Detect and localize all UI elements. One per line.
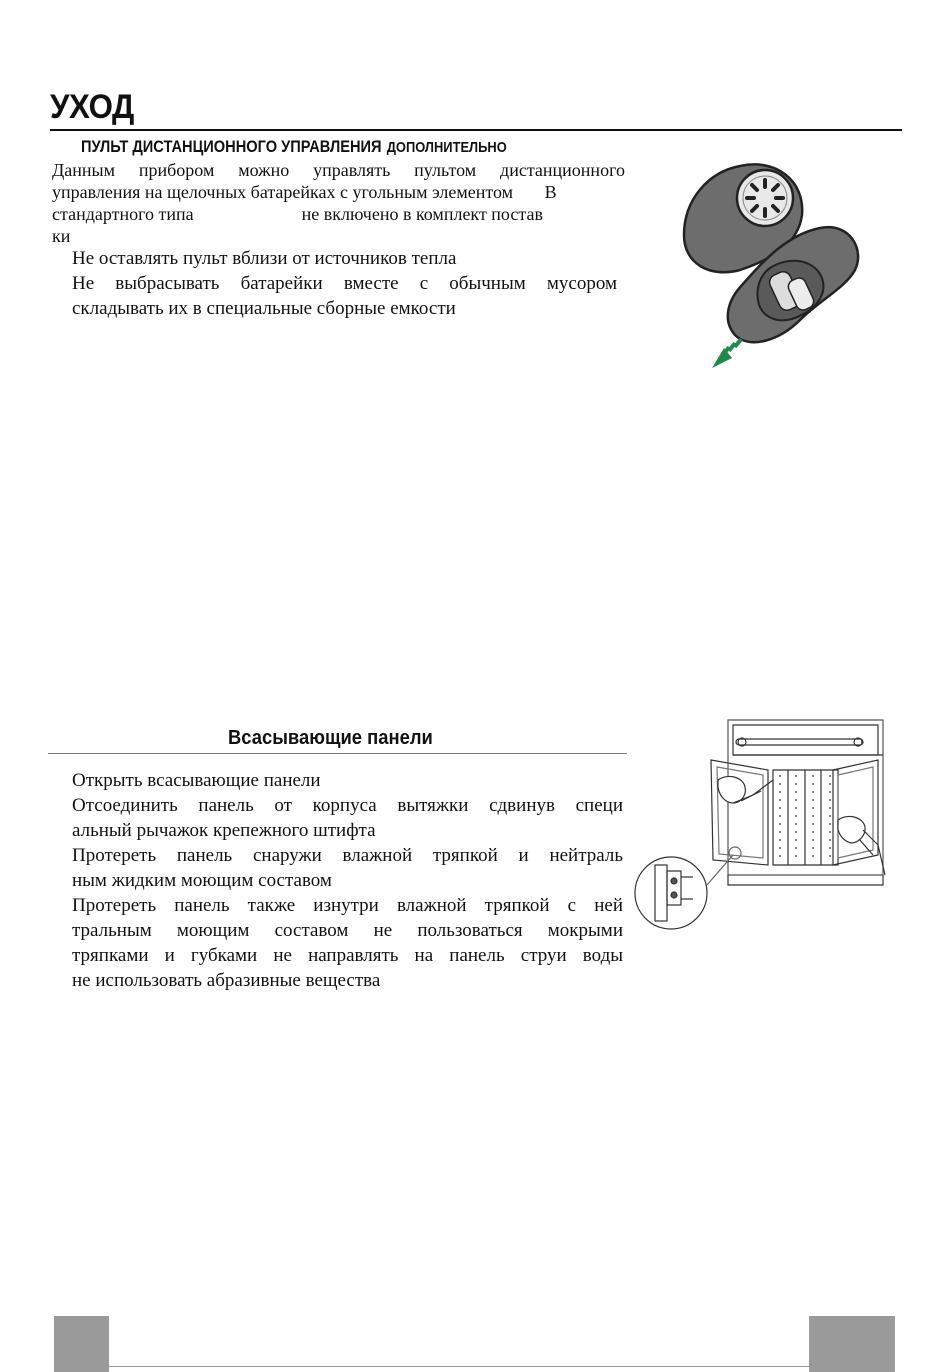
remote-control-heading (81, 137, 507, 157)
list-item: Протереть панель также изнутри влажной тряпкой с ней (72, 895, 623, 916)
list-item: Отсоединить панель от корпуса вытяжки сдвинув специ (72, 795, 623, 816)
list-item: Протереть панель снаружи влажной тряпкой и нейтраль (72, 845, 623, 866)
section-heading-suction-panels: Всасывающие панели (228, 727, 433, 749)
list-item-continuation: складывать их в специальные сборные емкости (72, 298, 456, 319)
list-item: Не выбрасывать батарейки вместе с обычным мусором (72, 273, 617, 294)
list-item: Открыть всасывающие панели (72, 770, 321, 791)
list-item-continuation: не использовать абразивные вещества (72, 970, 381, 991)
page-title: УХОД (50, 88, 134, 126)
list-item-continuation: тряпками и губками не направлять на панель струи воды (72, 945, 623, 966)
intro-line: Данным прибором можно управлять пультом дистанционного (52, 160, 625, 180)
remote-control-battery-illustration (680, 160, 865, 372)
remote-heading-text: ПУЛЬТ ДИСТАНЦИОННОГО УПРАВЛЕНИЯ (81, 137, 382, 156)
footer-right-block (809, 1316, 895, 1372)
section-divider (48, 753, 627, 754)
footer-left-block (54, 1316, 109, 1372)
list-item-continuation: ным жидким моющим составом (72, 870, 332, 891)
remote-bullet-list (72, 246, 617, 321)
title-divider (50, 129, 902, 131)
intro-line: ки (52, 226, 71, 246)
list-item-continuation: тральным моющим составом не пользоваться мокрыми (72, 920, 623, 941)
list-item: Не оставлять пульт вблизи от источников тепла (72, 248, 457, 269)
footer-line (109, 1366, 809, 1367)
panels-bullet-list (72, 768, 623, 993)
intro-line: стандартного типа не включено в комплект постав (52, 204, 543, 224)
list-item-continuation: альный рычажок крепежного штифта (72, 820, 376, 841)
remote-intro-paragraph (52, 159, 625, 247)
intro-line: управления на щелочных батарейках с угольным элементом В (52, 182, 557, 202)
suction-panel-cleaning-illustration (633, 715, 888, 930)
remote-heading-extra: ДОПОЛНИТЕЛЬНО (386, 139, 507, 156)
